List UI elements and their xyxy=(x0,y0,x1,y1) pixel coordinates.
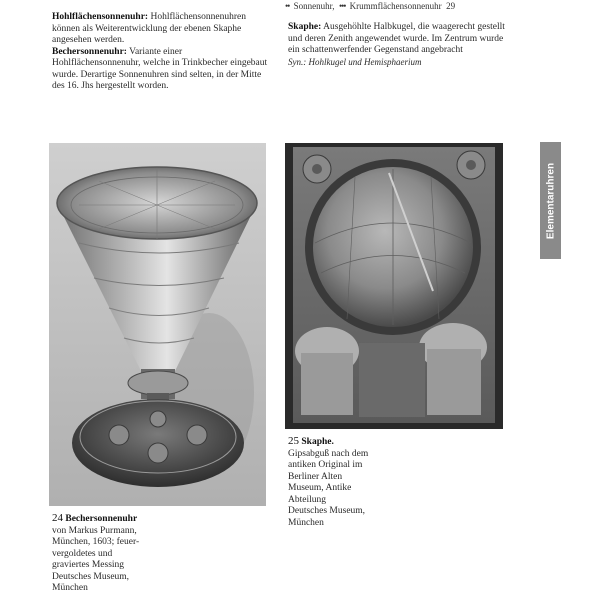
running-header-bullets-left: •• xyxy=(285,1,290,11)
definition-hohlflaechensonnenuhr: Hohlflächensonnenuhren können als Weiterentwicklung der ebenen Skaphe angesehen werden. xyxy=(52,12,246,45)
caption-24-line: graviertes Messing xyxy=(52,560,125,570)
right-column-text xyxy=(288,22,508,68)
synonyms-note: Syn.: Hohlkugel und Hemisphaerium xyxy=(288,56,422,67)
caption-25 xyxy=(288,436,398,529)
caption-24-title: Bechersonnenuhr xyxy=(65,514,138,524)
paragraph-hohlflaechensonnenuhr xyxy=(52,12,270,47)
caption-24-line: München xyxy=(52,583,88,593)
caption-25-title: Skaphe. xyxy=(301,437,334,447)
definition-skaphe: Ausgehöhlte Halbkugel, die waagerecht gestellt und deren Zenith angewendet wurde. Im Zentrum wurde ein schattenwerfender Gegenstand angebracht xyxy=(288,22,505,55)
photo-bechersonnenuhr xyxy=(49,143,266,506)
section-side-tab xyxy=(540,142,561,259)
paragraph-skaphe xyxy=(288,22,508,57)
term-hohlflaechensonnenuhr: Hohlflächensonnenuhr: xyxy=(52,12,149,22)
running-header-left-term: Sonnenuhr, xyxy=(293,1,335,11)
left-column-text xyxy=(52,12,270,93)
caption-25-line: Gipsabguß nach dem xyxy=(288,448,369,459)
caption-25-line: antiken Original im xyxy=(288,460,363,470)
caption-25-line: Berliner Alten xyxy=(288,471,343,482)
caption-25-heading xyxy=(288,436,398,449)
caption-24-number: 24 xyxy=(52,512,63,524)
caption-25-line: Abteilung xyxy=(288,494,326,505)
running-header-right-term: Krummflächensonnenuhr xyxy=(349,1,442,11)
caption-24-line: München, 1603; feuer- xyxy=(52,537,140,547)
side-tab-label: Elementaruhren xyxy=(545,162,556,239)
caption-24 xyxy=(52,513,172,595)
scaphe-illustration xyxy=(285,143,503,429)
page-number: 29 xyxy=(446,1,456,11)
cup-illustration xyxy=(49,143,266,506)
term-skaphe: Skaphe: xyxy=(288,22,322,32)
caption-25-line: München xyxy=(288,517,324,528)
caption-24-line: vergoldetes und xyxy=(52,548,113,559)
running-header-bullets-right: ••• xyxy=(338,1,346,11)
term-bechersonnenuhr: Bechersonnenuhr: xyxy=(52,46,127,57)
photo-skaphe xyxy=(285,143,503,429)
caption-25-line: Museum, Antike xyxy=(288,483,352,493)
caption-24-heading xyxy=(52,513,172,526)
caption-25-line: Deutsches Museum, xyxy=(288,506,366,516)
paragraph-bechersonnenuhr xyxy=(52,47,270,93)
running-header xyxy=(285,0,520,12)
caption-24-line: Deutsches Museum, xyxy=(52,571,130,582)
caption-25-number: 25 xyxy=(288,435,299,447)
caption-24-line: von Markus Purmann, xyxy=(52,525,137,536)
definition-bechersonnenuhr: Variante einer Hohlflächensonnenuhr, welche in Trinkbecher eingebaut wurde. Derartige Sonnenuhren sind selten, in der Mitte des 16. Jhs hergestellt worden. xyxy=(52,46,268,91)
